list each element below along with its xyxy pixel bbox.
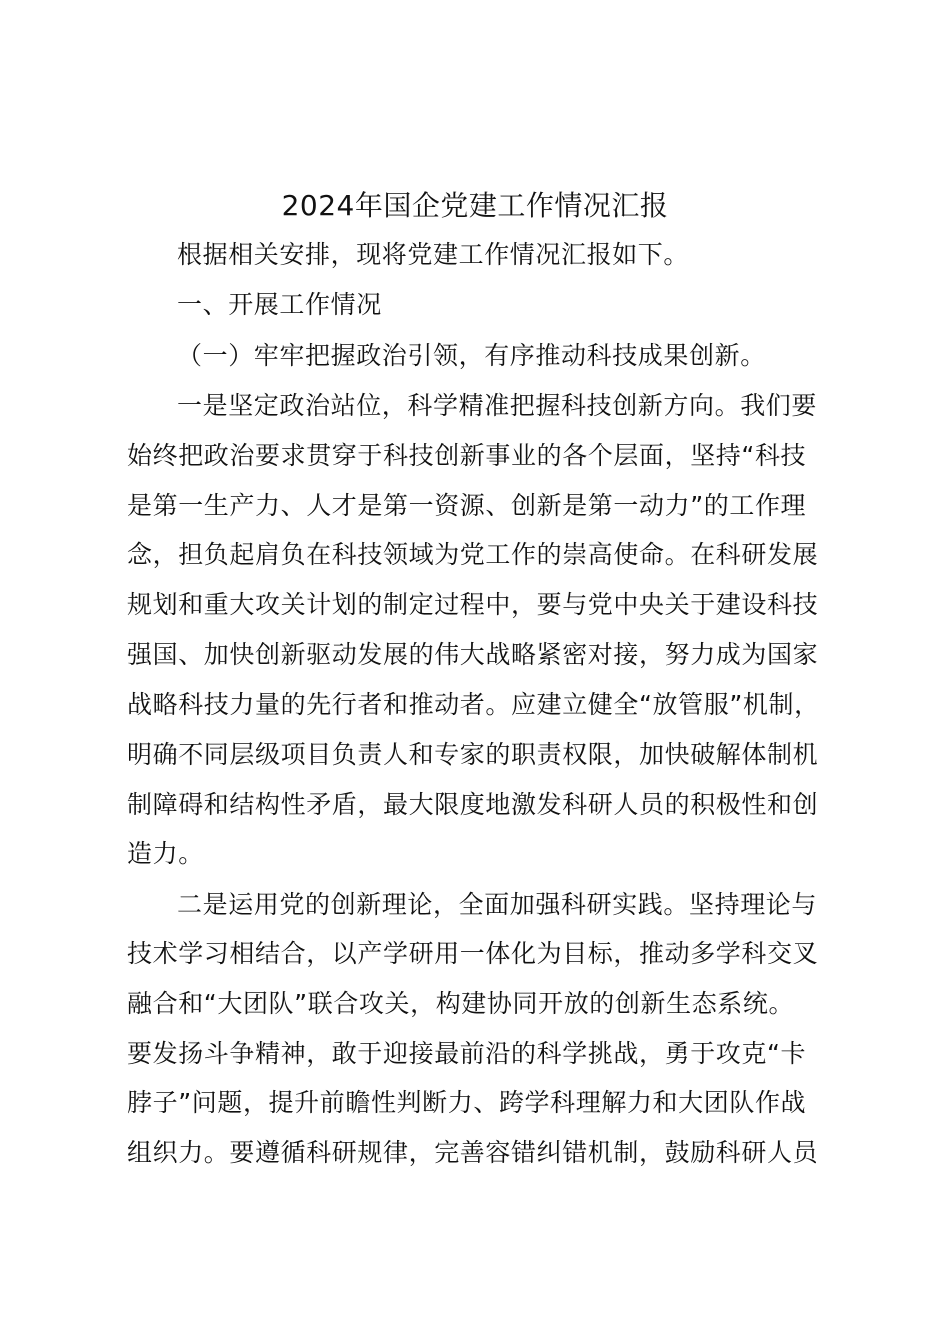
paragraph-line: 组织力。要遵循科研规律，完善容错纠错机制，鼓励科研人员	[127, 1138, 819, 1167]
paragraph-line: 是第一生产力、人才是第一资源、创新是第一动力”的工作理	[127, 491, 807, 520]
paragraph-line: 念，担负起肩负在科技领域为党工作的崇高使命。在科研发展	[127, 540, 819, 569]
intro-paragraph: 根据相关安排，现将党建工作情况汇报如下。	[177, 240, 690, 269]
section-heading: 一、开展工作情况	[177, 290, 382, 319]
paragraph-line: 规划和重大攻关计划的制定过程中，要与党中央关于建设科技	[127, 590, 819, 619]
paragraph-line: 技术学习相结合，以产学研用一体化为目标，推动多学科交叉	[127, 939, 819, 968]
paragraph-line: 战略科技力量的先行者和推动者。应建立健全“放管服”机制，	[127, 690, 820, 719]
paragraph-line: 要发扬斗争精神，敢于迎接最前沿的科学挑战，勇于攻克“卡	[127, 1039, 807, 1068]
paragraph-line: 脖子”问题，提升前瞻性判断力、跨学科理解力和大团队作战	[127, 1088, 807, 1117]
paragraph-line: 融合和“大团队”联合攻关，构建协同开放的创新生态系统。	[127, 989, 795, 1018]
paragraph-line: 始终把政治要求贯穿于科技创新事业的各个层面，坚持“科技	[127, 441, 807, 470]
paragraph-line: 制障碍和结构性矛盾，最大限度地激发科研人员的积极性和创	[127, 790, 819, 819]
subsection-heading: （一）牢牢把握政治引领，有序推动科技成果创新。	[177, 341, 766, 370]
paragraph-line: 二是运用党的创新理论，全面加强科研实践。坚持理论与	[177, 890, 818, 919]
paragraph-line: 一是坚定政治站位，科学精准把握科技创新方向。我们要	[177, 391, 818, 420]
paragraph-line: 造力。	[127, 839, 204, 868]
document-title: 2024年国企党建工作情况汇报	[281, 189, 669, 222]
paragraph-line: 明确不同层级项目负责人和专家的职责权限，加快破解体制机	[127, 740, 819, 769]
paragraph-line: 强国、加快创新驱动发展的伟大战略紧密对接，努力成为国家	[127, 640, 819, 669]
